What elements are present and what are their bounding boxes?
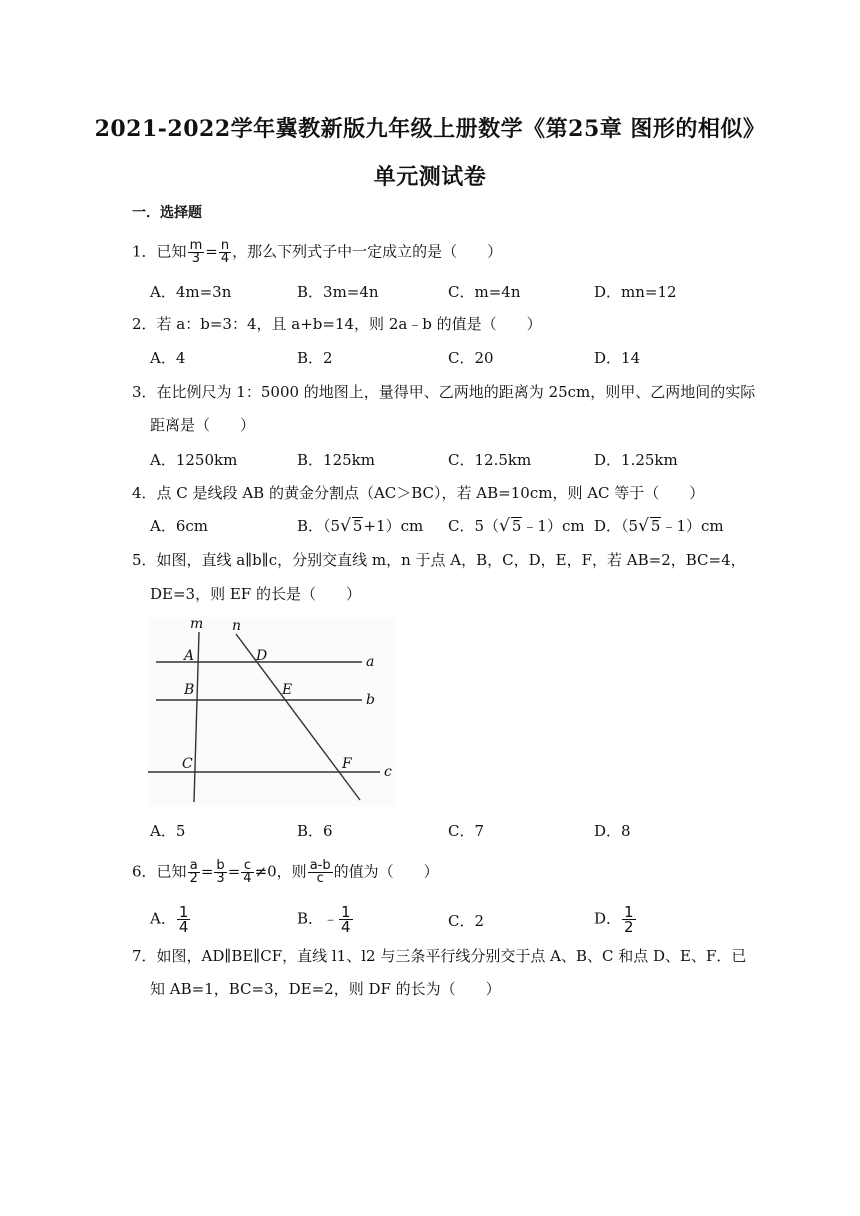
fraction: $\frac{a-b}{c}$ [309,858,331,886]
option-a: A．1250km [150,451,238,469]
question-number: 6． [132,862,157,881]
option-a: A．6cm [150,517,209,535]
question-5-cont: DE=3，则 EF 的长是（ ） [150,585,361,603]
option-b: B．2 [297,349,333,367]
question-1: 1．已知 $\frac{m}{3}$ = $\frac{n}{4}$ ，那么下列式子中一定成立的是（ ） [132,238,503,266]
option-c: C．2 [448,912,485,930]
label-A: A [184,648,195,664]
page-title: 2021-2022学年冀教新版九年级上册数学《第25章 图形的相似》 [94,116,766,142]
options-q2 [150,348,750,370]
fraction: $\frac{n}{4}$ [220,238,230,266]
options-q4 [150,516,750,538]
option-b: B．3m=4n [297,283,379,301]
label-a: a [366,654,375,670]
sqrt-icon: √ [499,516,510,536]
label-D: D [256,648,268,664]
question-7-cont: 知 AB=1，BC=3，DE=2，则 DF 的长为（ ） [150,980,501,998]
question-2: 2．若 a：b=3：4，且 a+b=14，则 2a﹣b 的值是（ ） [132,315,542,333]
fraction: $\frac{m}{3}$ [189,238,203,266]
page-subtitle: 单元测试卷 [373,164,487,190]
fraction: $\frac{1}{2}$ [624,903,634,936]
option-d: D．14 [594,349,641,367]
options-q1 [150,282,750,304]
option-c: C．12.5km [448,451,532,469]
question-5: 5．如图，直线 a∥b∥c，分别交直线 m，n 于点 A，B，C，D，E，F，若 AB=2，BC=4， [132,551,746,569]
option-b: B．（5√ 5+1）cm [297,516,424,536]
question-6: 6．已知 $\frac{a}{2}$ = $\frac{b}{3}$ = $\frac{c}{4}$ ≠0，则 $\frac{a-b}{c}$ 的值为（ ） [132,858,439,886]
question-4: 4．点 C 是线段 AB 的黄金分割点（AC＞BC），若 AB=10cm，则 AC 等于（ ） [132,484,705,502]
option-d: D．8 [594,822,631,840]
options-q6 [150,905,750,935]
option-b: B．﹣ $\frac{1}{4}$ [297,903,351,936]
question-number: 1． [132,242,157,261]
option-c: C．20 [448,349,494,367]
option-d: D． $\frac{1}{2}$ [594,903,634,936]
option-a: A． $\frac{1}{4}$ [150,903,189,936]
sqrt-icon: √ [340,516,351,536]
label-n: n [232,618,242,634]
sqrt-icon: √ [638,516,649,536]
option-c: C．7 [448,822,485,840]
option-b: B．125km [297,451,375,469]
question-text: ，那么下列式子中一定成立的是（ ） [232,242,503,261]
fraction: $\frac{b}{3}$ [216,858,225,886]
option-c: C．m=4n [448,283,521,301]
options-q5 [150,821,750,843]
option-c: C．5（√ 5﹣1）cm [448,516,585,536]
label-b: b [366,692,375,708]
question-3: 3．在比例尺为 1：5000 的地图上，量得甲、乙两地的距离为 25cm，则甲、乙两地间的实际 [132,383,756,401]
label-C: C [182,756,193,772]
label-F: F [342,756,352,772]
question-7: 7．如图，AD∥BE∥CF，直线 l1、l2 与三条平行线分别交于点 A、B、C 和点 D、E、F．已 [132,947,747,965]
options-q3 [150,450,750,472]
option-a: A．5 [150,822,186,840]
label-B: B [184,682,195,698]
question-text: 已知 [156,242,187,261]
label-m: m [190,618,204,632]
fraction: $\frac{1}{4}$ [178,903,189,936]
parallel-lines-figure [148,618,396,806]
label-E: E [282,682,293,698]
fraction: $\frac{1}{4}$ [341,903,351,936]
fraction: $\frac{c}{4}$ [243,858,252,886]
option-d: D．1.25km [594,451,678,469]
question-3-cont: 距离是（ ） [150,416,256,434]
option-b: B．6 [297,822,333,840]
figure-background [148,618,396,806]
label-c: c [384,764,392,780]
option-a: A．4 [150,349,186,367]
option-d: D．mn=12 [594,283,677,301]
option-a: A．4m=3n [150,283,232,301]
section-heading: 一．选择题 [132,205,202,221]
fraction: $\frac{a}{2}$ [189,858,198,886]
option-d: D．（5√ 5﹣1）cm [594,516,724,536]
